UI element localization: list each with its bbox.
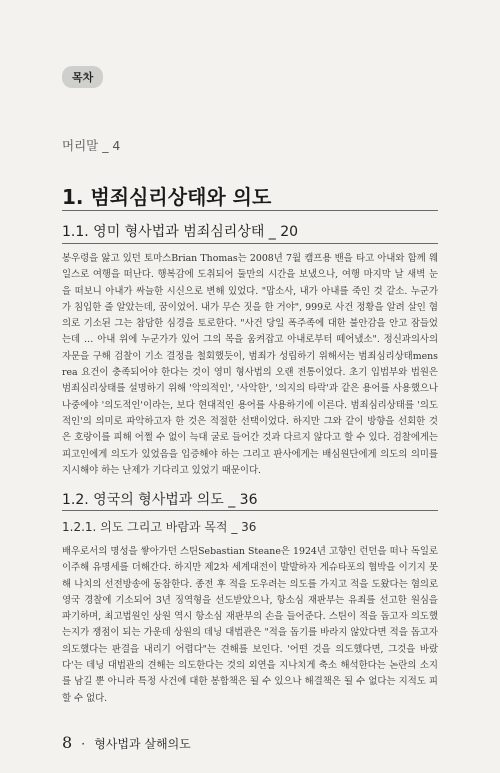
toc-entry-section-1-2[interactable]: 1.2. 영국의 형사법과 의도 _ 36 — [62, 492, 258, 508]
page-footer — [62, 733, 191, 752]
chapter-title[interactable]: 1. 범죄심리상태와 의도 — [62, 185, 272, 209]
chapter-divider — [62, 210, 438, 211]
page-number: 8 — [62, 733, 73, 752]
section-divider — [62, 243, 438, 244]
section-1-1-summary: 봉우령을 앓고 있던 토마스Brian Thomas는 2008년 7월 캠프용 밴을 타고 아내와 함께 웨일스로 여행을 떠난다. 행복감에 도취되어 둘만의 시간을 보냈으나, 여행 마지막 날 새벽 눈을 떠보니 아내가 싸늘한 시신으로 변해 있었다. "맙소사, 내가 아내를 죽인 것 같소. 누군가가 침입한 줄 알았는데, 꿈이었어. 내가 무슨 짓을 한 거야", 999로 사건 정황을 알려 살인 혐의로 기소된 그는 참담한 심경을 토로한다. "사건 당일 폭주족에 대한 불안감을 안고 잠들었는데 … 아내 위에 누군가가 있어 그의 목을 움켜잡고 아내로부터 떼어냈소". 정신과의사의 자문을 구해 검찰이 기소 결정을 철회했듯이, 범죄가 성립하기 위해서는 범죄심리상태mens rea 요건이 충족되어야 한다는 것이 영미 형사법의 오랜 전통이었다. 초기 입법부와 법원은 범죄심리상태를 설명하기 위해 '악의적인', '사악한', '의지의 타락'과 같은 용어를 사용했으나 나중에야 '의도적인'이라는, 보다 현대적인 용어를 사용하기에 이른다. 범죄심리상태를 '의도적인'의 의미로 파악하고자 한 것은 적절한 선택이었다. 하지만 그와 같이 방향을 선회한 것은 호랑이를 피해 어쩔 수 없이 늑대 굴로 들어간 것과 다르지 않다고 할 수 있다. 검찰에게는 피고인에게 의도가 있었음을 입증해야 하는 그리고 판사에게는 배심원단에게 의도의 의미를 지시해야 하는 난제가 기다리고 있었기 때문이다. — [62, 253, 438, 476]
toc-badge: 목차 — [62, 66, 103, 88]
running-title: 형사법과 살해의도 — [94, 737, 191, 751]
section-divider — [62, 510, 438, 511]
toc-entry-section-1-2-1[interactable]: 1.2.1. 의도 그리고 바람과 목적 _ 36 — [62, 520, 257, 534]
section-1-2-1-summary: 배우로서의 명성을 쌓아가던 스틴Sebastian Steane은 1924년 고향인 런던을 떠나 독일로 이주해 유명세를 더해간다. 하지만 제2차 세계대전이 발발하자 게슈타포의 협박을 이기지 못해 나치의 선전방송에 동참한다. 종전 후 적을 도우려는 의도를 가지고 적을 도왔다는 혐의로 영국 경찰에 기소되어 3년 징역형을 선도받았으나, 항소심 재판부는 유죄를 선고한 원심을 파기하며, 최고법원인 상원 역시 항소심 재판부의 손을 들어준다. 스틴이 적을 돕고자 의도했는지가 쟁점이 되는 가운데 상원의 데닝 대법관은 "적을 돕기를 바라지 않았다면 적을 돕고자 의도했다는 판결을 내리기 어렵다"는 견해를 보인다. '어떤 것을 의도했다면, 그것을 바랐다'는 데닝 대법관의 견해는 의도한다는 것의 외연을 지나치게 축소 해석한다는 논란의 소지를 남길 뿐 아니라 특정 사건에 대한 봉합책은 될 수 있으나 해결책은 될 수 없다는 지적도 피할 수 없다. — [62, 546, 438, 704]
toc-entry-section-1-1[interactable]: 1.1. 영미 형사법과 범죄심리상태 _ 20 — [62, 224, 299, 240]
toc-entry-preface[interactable]: 머리말 _ 4 — [62, 138, 121, 153]
footer-separator: · — [81, 737, 86, 751]
